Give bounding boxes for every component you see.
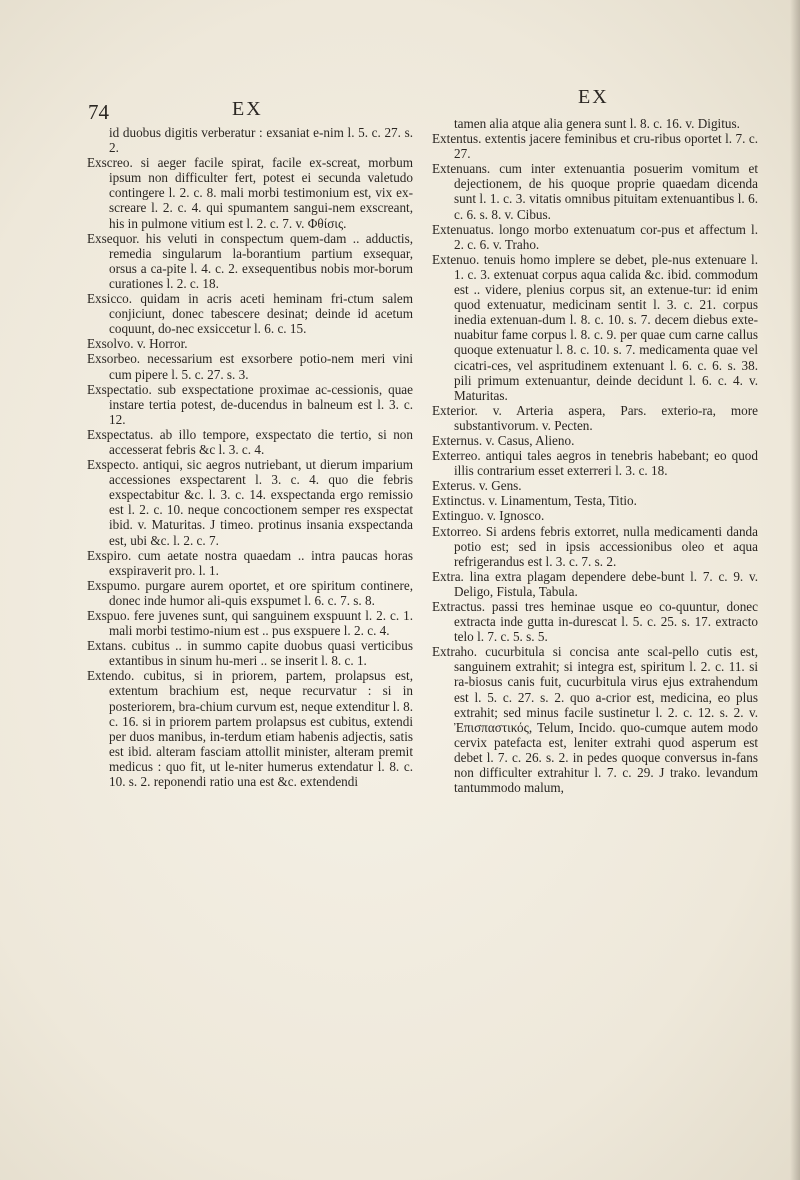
entry: Extentus. extentis jacere feminibus et cru-ribus oportet l. 7. c. 27.	[432, 131, 758, 162]
left-column	[87, 125, 413, 789]
entry: Extinctus. v. Linamentum, Testa, Titio.	[432, 493, 637, 509]
entry: Externus. v. Casus, Alieno.	[432, 432, 575, 448]
entry: Exsequor. his veluti in conspectum quem-dam .. adductis, remedia singularum la-borantium partium exsequar, orsus a ca-pite l. 4. c. 2. exsequentibus nobis mor-borum curationes l. 2. c. 18.	[87, 230, 413, 291]
entry: Extra. lina extra plagam dependere debe-bunt l. 7. c. 9. v. Deligo, Fistula, Tabula.	[432, 568, 758, 599]
running-head-left: EX	[232, 98, 263, 120]
entry: Exspecto. antiqui, sic aegros nutriebant, ut dierum imparium accessiones exspectarent l. 3. c. 4. quo die febris exspectabitur &c. l. 3. c. 14. exspectanda ergo remissio est l. 2. c. 10. neque concoctionem semper res exspectat ibid. v. Maturitas. J timeo. protinus insania exspectanda est, ubi &c. l. 2. c. 7.	[87, 457, 413, 548]
entry: Extenuans. cum inter extenuantia posuerim vomitum et dejectionem, de his quoque proprie quaedam dicenda sunt l. 1. c. 3. vitatis omnibus pituitam extenuantibus l. 6. c. 6. s. 8. v. Cibus.	[432, 161, 758, 222]
entry: Extraho. cucurbitula si concisa ante scal-pello cutis est, sanguinem extrahit; si integra est, spiritum l. 2. c. 11. si ra-biosus canis fuit, cucurbitula virus ejus extrahendum est l. 5. c. 27. s. 2. quo a-crior est, medicina, eo plus extrahit; sed minus facile sustinetur l. 2. c. 12. s. 2. v. Ἐπισπαστικός, Telum, Incido. quo-cumque autem modo cervix patefacta est, leniter extrahi quod asperum est debet l. 7. c. 26. s. 2. in pedes quoque conversus in-fans non difficulter extrahitur l. 7. c. 29. J trako. levandum tantummodo malum,	[432, 644, 758, 796]
entry: Extendo. cubitus, si in priorem, partem, prolapsus est, extentum brachium est, neque recurvatur : si in posteriorem, bra-chium curvum est, neque extenditur l. 8. c. 16. si in priorem partem prolapsus est cubitus, extendi per duos manibus, in-terdum etiam habenis adjectis, satis est ibid. alteram fasciam attollit minister, alteram premit medicus : quo fit, ut le-niter humerus extendatur l. 8. c. 10. s. 2. reponendi ratio una est &c. extendendi	[87, 668, 413, 790]
entry: Exterreo. antiqui tales aegros in tenebris habebant; eo quod illis contrarium esset exterreri l. 3. c. 18.	[432, 448, 758, 479]
entry: Exspuo. fere juvenes sunt, qui sanguinem exspuunt l. 2. c. 1. mali morbi testimo-nium est .. pus exspuere l. 2. c. 4.	[87, 608, 413, 639]
right-column	[432, 116, 758, 795]
page-number: 74	[88, 100, 109, 124]
entry: Exterus. v. Gens.	[432, 478, 522, 494]
entry: Extenuatus. longo morbo extenuatum cor-pus et affectum l. 2. c. 6. v. Traho.	[432, 221, 758, 252]
entry: Extinguo. v. Ignosco.	[432, 508, 545, 524]
entry: Exspectatio. sub exspectatione proximae ac-cessionis, quae instare tertia potest, de-ducendus in balneum est l. 3. c. 12.	[87, 381, 413, 427]
entry: Extorreo. Si ardens febris extorret, nulla medicamenti danda potio est; sed in ipsis accessionibus oleo et aqua refrigerandus est l. 3. c. 7. s. 2.	[432, 523, 758, 569]
entry: id duobus digitis verberatur : exsaniat e-nim l. 5. c. 27. s. 2.	[109, 125, 413, 156]
entry: Exspiro. cum aetate nostra quaedam .. intra paucas horas exspiraverit pro. l. 1.	[87, 547, 413, 578]
entry: Extans. cubitus .. in summo capite duobus quasi verticibus extantibus in sinum hu-meri .. se inserit l. 8. c. 1.	[87, 638, 413, 669]
entry: Exspumo. purgare aurem oportet, et ore spiritum continere, donec inde humor ali-quis exspumet l. 6. c. 7. s. 8.	[87, 577, 413, 608]
entry: Exspectatus. ab illo tempore, exspectato die tertio, si non accesserat febris &c l. 3. c. 4.	[87, 426, 413, 457]
entry: Extractus. passi tres heminae usque eo co-quuntur, donec extracta inde gutta in-durescat l. 5. c. 25. s. 17. extracto telo l. 7. c. 5. s. 5.	[432, 599, 758, 645]
entry: Exscreo. si aeger facile spirat, facile ex-screat, morbum ipsum non difficulter fert, potest ei secunda valetudo contingere l. 2. c. 8. mali morbi testimonium est, vix ex-screare l. 2. c. 4. qui spumantem sangui-nem exscreant, his in pulmone vitium est l. 2. c. 7. v. Φθίσις.	[87, 155, 413, 231]
running-head-right: EX	[578, 86, 609, 108]
page-edge-shadow	[790, 0, 800, 1180]
entry: Exsolvo. v. Horror.	[87, 336, 188, 352]
entry: Extenuo. tenuis homo implere se debet, ple-nus extenuare l. 1. c. 3. extenuat corpus aqua calida &c. ibid. commodum est .. videre, plenius corpus sit, an extenue-tur: id enim quod extenuatur, medicinam sentit l. 3. c. 21. corpus inedia extenuan-dum l. 8. c. 10. s. 7. decem diebus exte-nuabitur fame corpus l. 8. c. 9. per quae cum carne callus quoque extenuatur l. 8. c. 10. s. 7. medicamenta quae vel cicatri-ces, vel aspritudinem extenuant l. 6. c. 6. s. 38. pili primum extenuantur, deinde decidunt l. 6. c. 4. v. Maturitas.	[432, 251, 758, 403]
entry: Exsorbeo. necessarium est exsorbere potio-nem meri vini cum pipere l. 5. c. 27. s. 3.	[87, 351, 413, 382]
entry: Exterior. v. Arteria aspera, Pars. exterio-ra, more substantivorum. v. Pecten.	[432, 402, 758, 433]
entry: Exsicco. quidam in acris aceti heminam fri-ctum salem conjiciunt, donec tabescere desinat; deinde id acetum coquunt, do-nec exsiccetur l. 6. c. 15.	[87, 291, 413, 337]
entry: tamen alia atque alia genera sunt l. 8. c. 16. v. Digitus.	[454, 116, 740, 131]
